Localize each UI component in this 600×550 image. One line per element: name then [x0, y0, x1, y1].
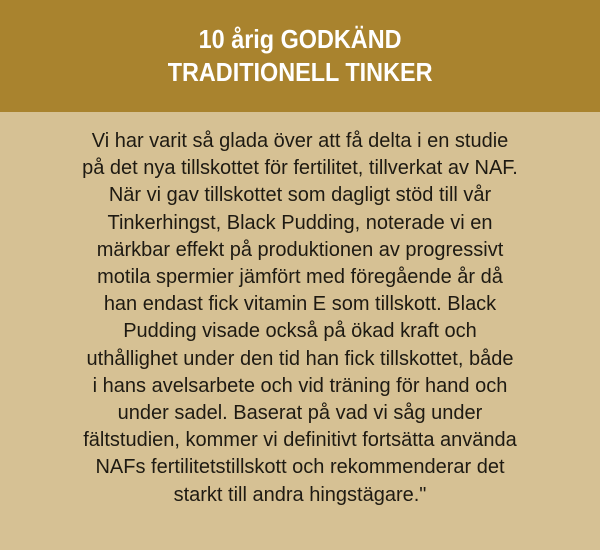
testimonial-line: han endast fick vitamin E som tillskott. Black	[103, 293, 497, 316]
testimonial-line: på det nya tillskottet för fertilitet, tillverkat av NAF.	[82, 157, 518, 180]
testimonial-line: Pudding visade också på ökad kraft och	[123, 320, 477, 343]
testimonial-line: märkbar effekt på produktionen av progressivt	[96, 238, 504, 261]
title-line-1: 10 årig GODKÄND	[198, 24, 402, 54]
testimonial-line: under sadel. Baserat på vad vi såg under	[117, 402, 483, 425]
title-line-2: TRADITIONELL TINKER	[167, 57, 433, 87]
testimonial-line: fältstudien, kommer vi definitivt fortsätta använda	[83, 429, 517, 452]
header-banner	[0, 0, 600, 112]
testimonial-line: Tinkerhingst, Black Pudding, noterade vi en	[107, 211, 493, 234]
testimonial-line: Vi har varit så glada över att få delta i en studie	[91, 130, 509, 152]
card-title	[168, 23, 433, 89]
testimonial-line: NAFs fertilitetstillskott och rekommenderar det	[95, 456, 505, 479]
testimonial-line: starkt till andra hingstägare."	[173, 483, 427, 506]
testimonial-line: uthållighet under den tid han fick tillskottet, både	[86, 347, 514, 370]
testimonial-line: i hans avelsarbete och vid träning för hand och	[92, 374, 508, 397]
testimonial-text	[0, 128, 600, 509]
testimonial-line: När vi gav tillskottet som dagligt stöd till vår	[108, 184, 492, 207]
testimonial-line: motila spermier jämfört med föregående år då	[97, 266, 503, 289]
